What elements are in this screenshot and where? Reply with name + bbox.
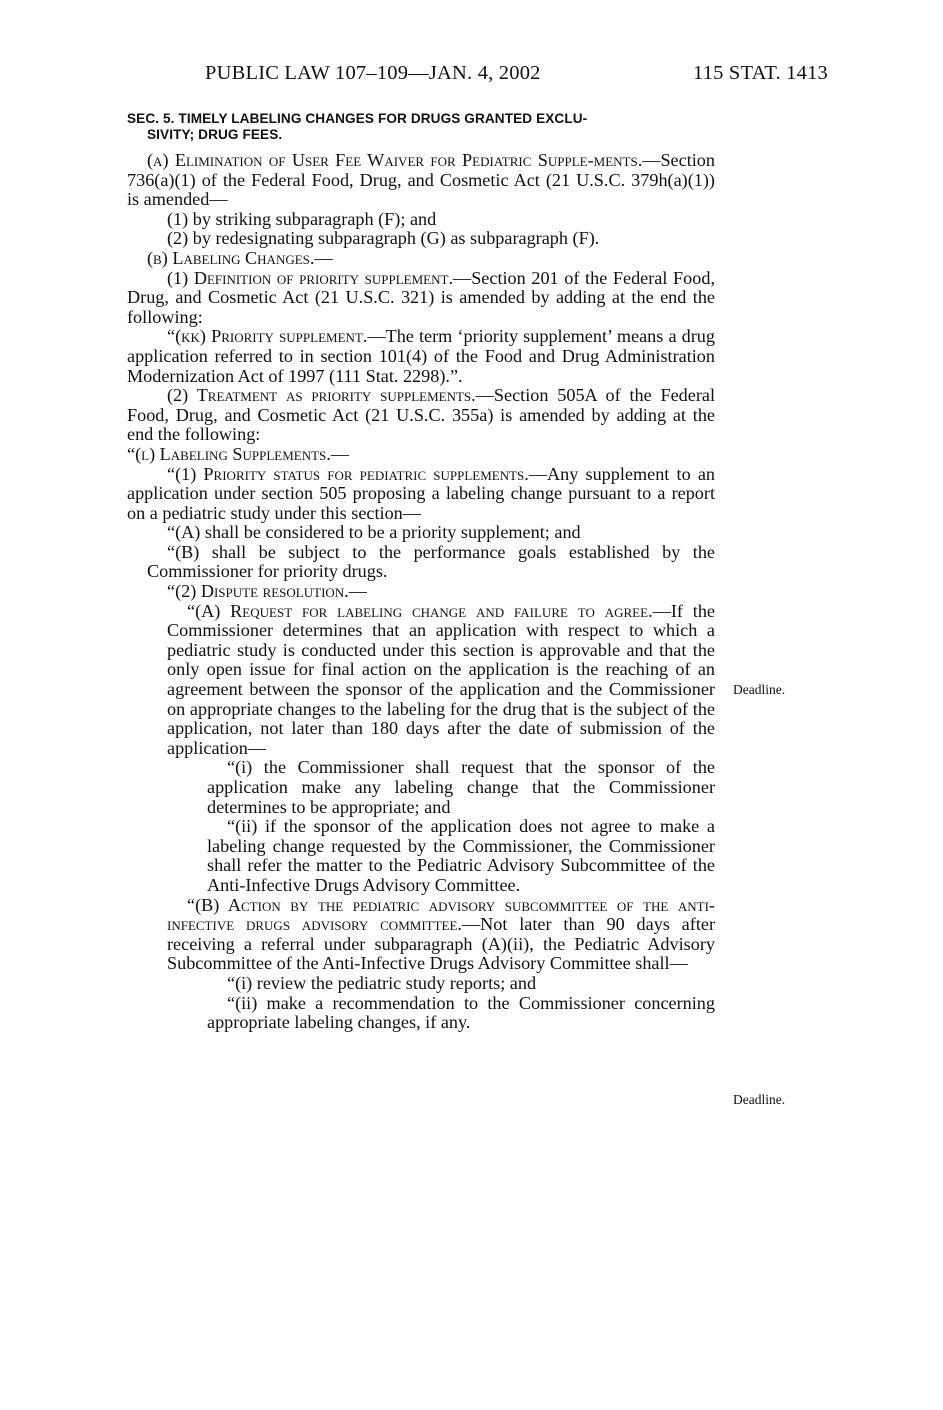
quoted-subparagraph-2-B <box>127 896 715 974</box>
quoted-definition-kk <box>127 327 715 386</box>
quoted-clause-2-A-i: “(i) the Commissioner shall request that the sponsor of the application make any labeling change that the Commissioner determines to be appropriate; and <box>207 757 715 817</box>
quoted-subparagraph-2-A-caption: “(A) Request for labeling change and failure to agree. <box>187 600 653 621</box>
subsection-b-caption: (b) Labeling Changes. <box>147 247 315 268</box>
section-heading <box>127 111 715 143</box>
quoted-paragraph-1-caption: “(1) Priority status for pediatric supplements. <box>167 463 529 484</box>
quoted-definition-kk-caption: “(kk) Priority supplement. <box>167 326 368 347</box>
subsection-b-paragraph-2-caption: (2) Treatment as priority supplements. <box>167 385 476 406</box>
quoted-paragraph-2-caption: “(2) Dispute resolution. <box>167 581 349 602</box>
quoted-subparagraph-2-B-text: —Not later than 90 days after receiving a referral under subparagraph (A)(ii), the Pediatric Advisory Subcommittee of the Anti-Infective Drugs Advisory Committee shall— <box>167 914 715 974</box>
subsection-b-paragraph-1 <box>127 269 715 328</box>
quoted-clause-2-A-ii: “(ii) if the sponsor of the application does not agree to make a labeling change requested by the Commissioner, the Commissioner shall refer the matter to the Pediatric Advisory Subcommittee of the Anti-Infective Drugs Advisory Committee. <box>207 816 715 895</box>
running-head-stat-page: 115 STAT. 1413 <box>693 62 828 84</box>
subsection-a-paragraph-2: (2) by redesignating subparagraph (G) as subparagraph (F). <box>167 228 600 249</box>
subsection-b-paragraph-2-text: —Section 505A of the Federal Food, Drug, and Cosmetic Act (21 U.S.C. 355a) is amended by adding at the end the following: <box>127 385 716 445</box>
margin-note-deadline-1: Deadline. <box>733 682 786 697</box>
quoted-subparagraph-2-A-text: —If the Commissioner determines that an application with respect to which a pediatric study is conducted under this section is approvable and that the only open issue for final action on the application is the reaching of an agreement between the sponsor of the application and the Commissioner on appropriate changes to the labeling for the drug that is the subject of the application, not later than 180 days after the date of submission of the application— <box>167 600 715 758</box>
subsection-a-text: —Section 736(a)(1) of the Federal Food, Drug, and Cosmetic Act (21 U.S.C. 379h(a)(1)) is amended— <box>127 150 715 210</box>
subsection-a-caption: (a) Elimination of User Fee Waiver for Pediatric Supple-ments. <box>147 150 643 170</box>
quoted-subsection-l <box>127 445 715 465</box>
section-heading-line2: SIVITY; DRUG FEES. <box>147 127 283 142</box>
quoted-paragraph-1 <box>127 465 715 524</box>
section-heading-line1: SEC. 5. TIMELY LABELING CHANGES FOR DRUGS GRANTED EXCLU- <box>127 111 588 126</box>
quoted-subparagraph-2-B-caption: “(B) Action by the pediatric advisory subcommittee of the anti-infective drugs advisory committee. <box>167 894 715 935</box>
quoted-subsection-l-caption: “(l) Labeling Supplements. <box>127 443 331 464</box>
subsection-b-paragraph-2 <box>127 386 715 445</box>
quoted-clause-2-B-ii: “(ii) make a recommendation to the Commissioner concerning appropriate labeling changes, if any. <box>207 992 715 1033</box>
quoted-definition-kk-text: —The term ‘priority supplement’ means a drug application referred to in section 101(4) of the Food and Drug Administration Modernization Act of 1997 (111 Stat. 2298).”. <box>127 326 715 386</box>
quoted-paragraph-1-A: “(A) shall be considered to be a priority supplement; and <box>167 522 581 543</box>
subsection-a <box>127 151 715 210</box>
subsection-b <box>127 249 715 269</box>
quoted-subparagraph-2-A <box>127 602 715 759</box>
quoted-paragraph-2-dash: — <box>348 581 367 602</box>
quoted-subsection-l-dash: — <box>330 443 350 464</box>
subsection-b-paragraph-1-text: —Section 201 of the Federal Food, Drug, and Cosmetic Act (21 U.S.C. 321) is amended by adding at the end the following: <box>127 267 715 327</box>
subsection-a-paragraph-1: (1) by striking subparagraph (F); and <box>167 208 437 229</box>
margin-note-deadline-2: Deadline. <box>733 1092 786 1107</box>
quoted-paragraph-2 <box>127 582 715 602</box>
quoted-paragraph-1-text: —Any supplement to an application under section 505 proposing a labeling change pursuant to a report on a pediatric study under this section— <box>127 463 715 523</box>
quoted-paragraph-1-B: “(B) shall be subject to the performance goals established by the Commissioner for priority drugs. <box>147 541 715 582</box>
subsection-b-dash: — <box>314 247 333 268</box>
running-head-public-law: PUBLIC LAW 107–109—JAN. 4, 2002 <box>205 62 541 84</box>
subsection-b-paragraph-1-caption: (1) Definition of priority supplement. <box>167 267 453 288</box>
statute-body <box>127 111 715 1033</box>
quoted-clause-2-B-i: “(i) review the pediatric study reports; and <box>227 972 537 993</box>
